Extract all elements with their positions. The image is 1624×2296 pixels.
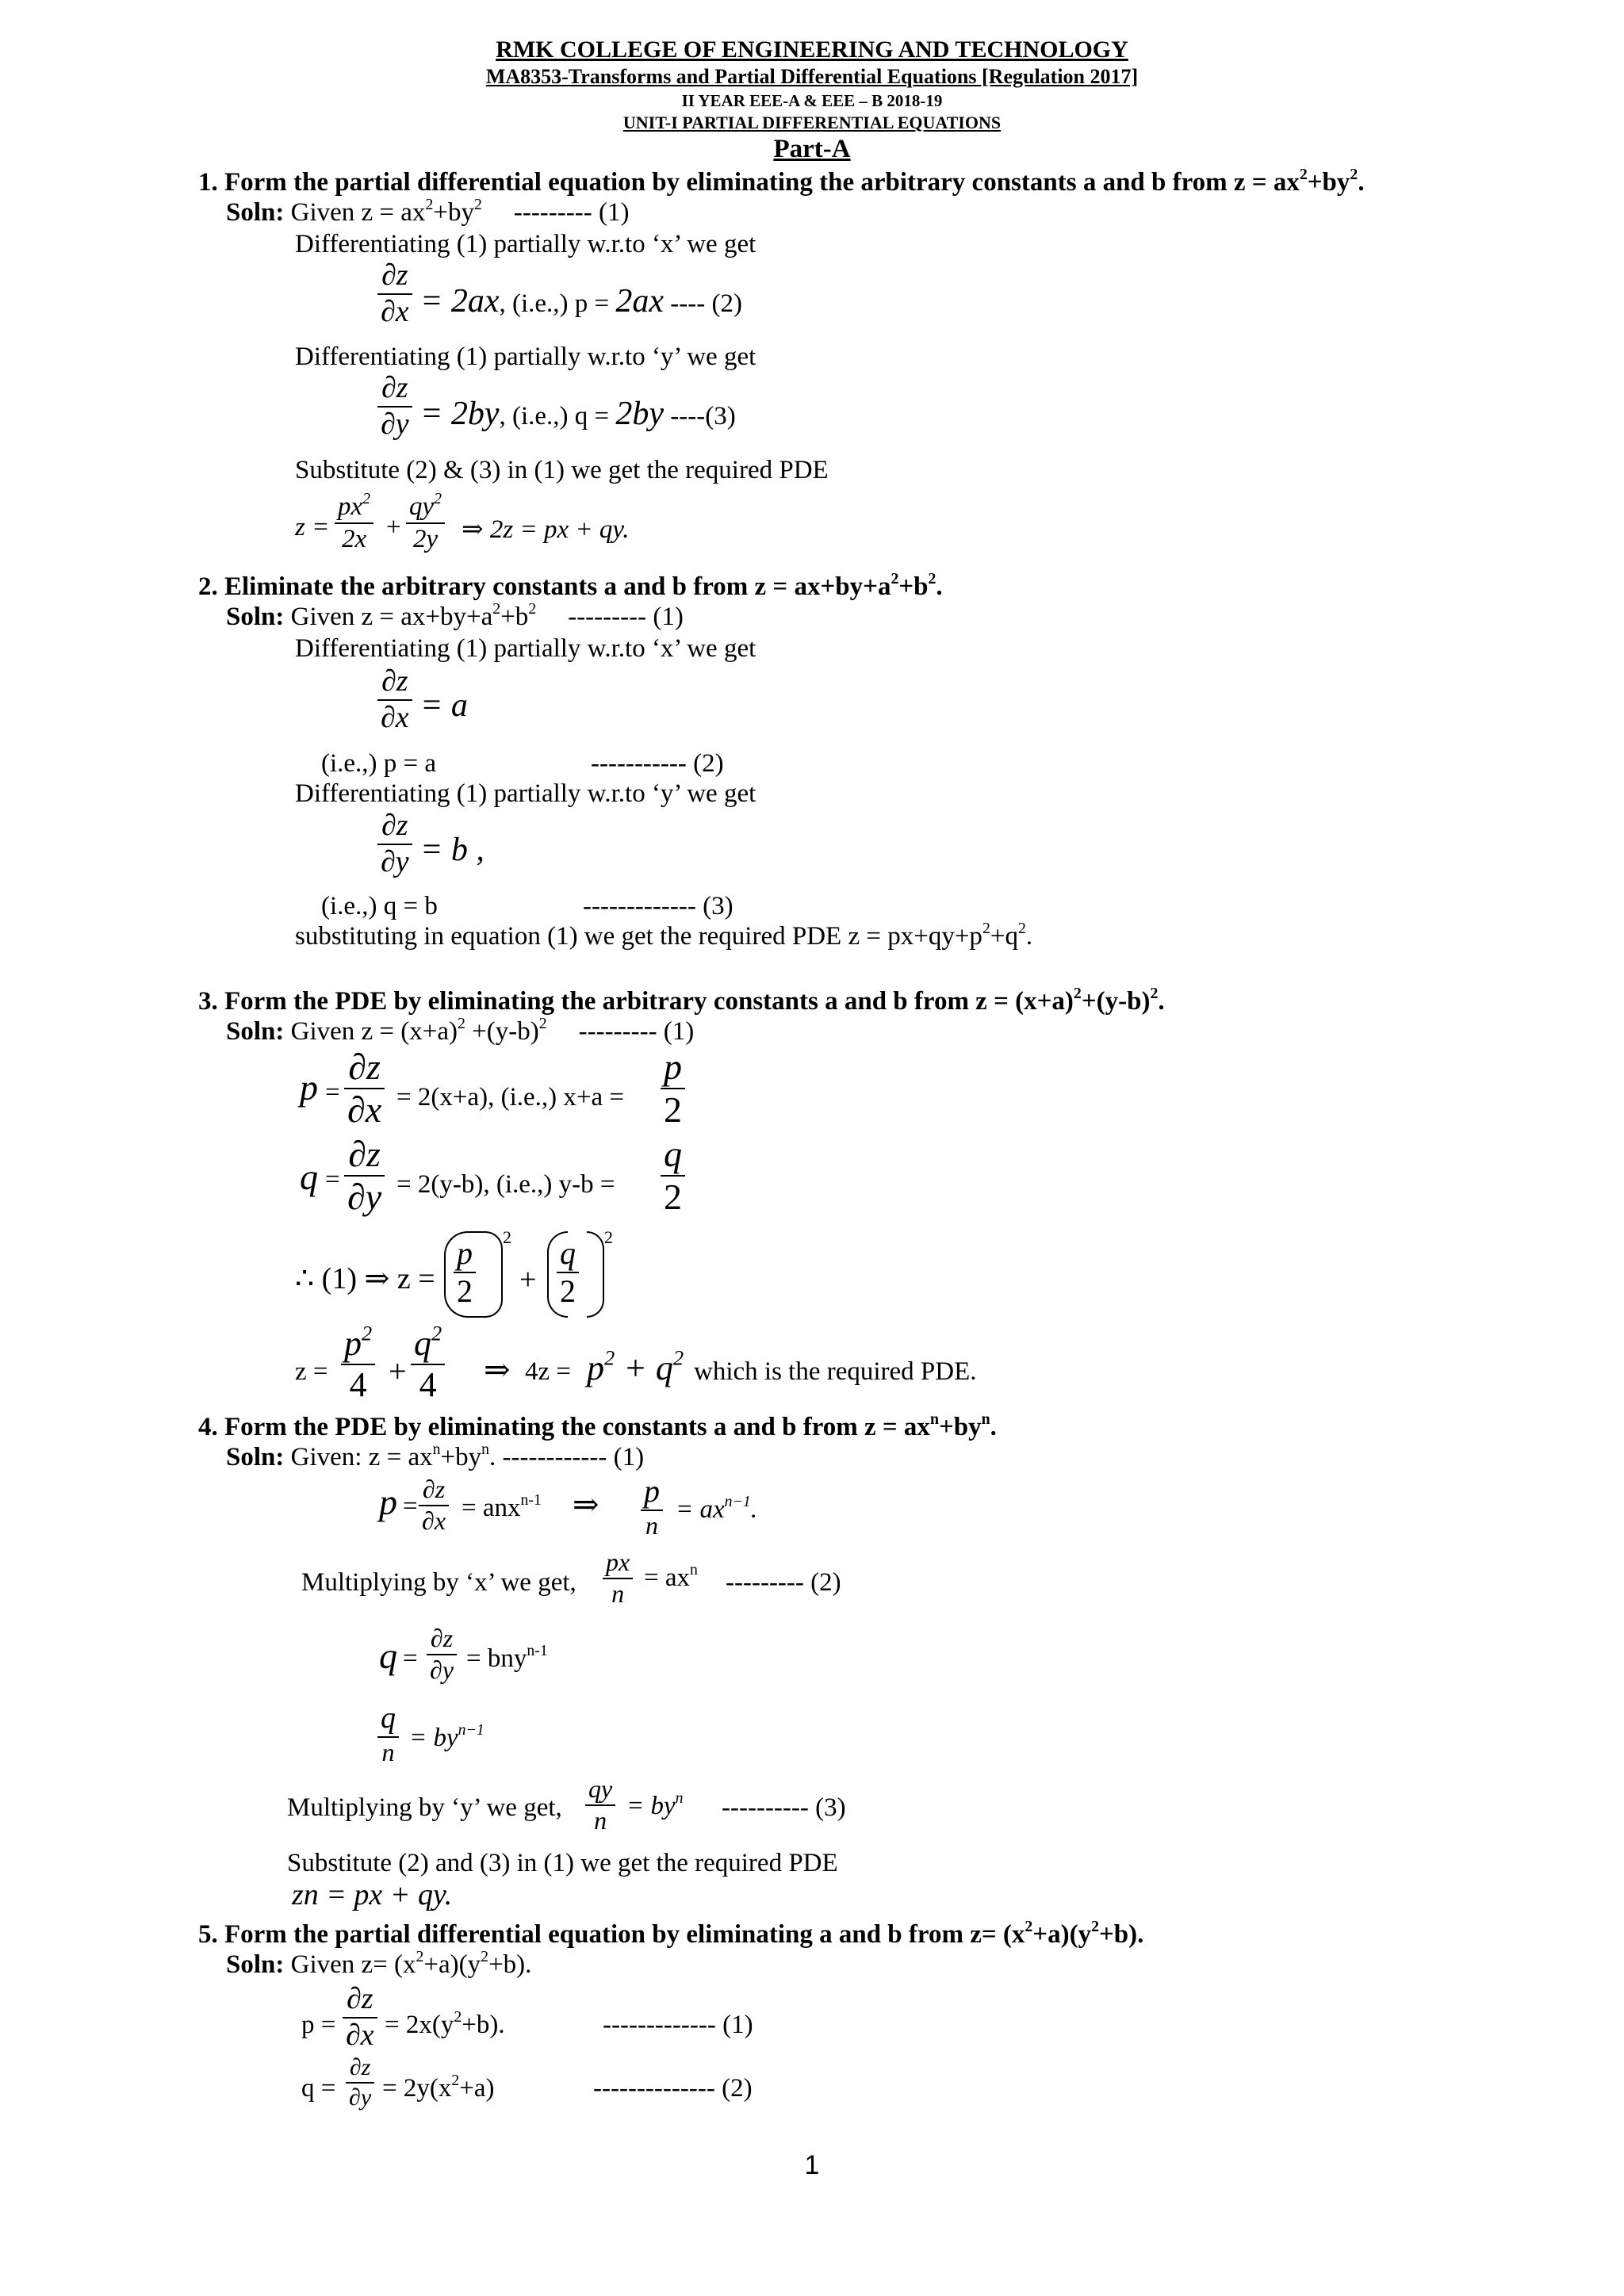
q3-q-symbol: q	[300, 1157, 318, 1197]
q2-diff-x-text: Differentiating (1) partially w.r.to ‘x’ we get	[295, 634, 756, 663]
unit-title: UNIT-I PARTIAL DIFFERENTIAL EQUATIONS	[622, 113, 1002, 132]
q2-rhs-b: = b ,	[420, 832, 485, 868]
q4-mult-x: Multiplying by ‘x’ we get,	[301, 1568, 576, 1597]
q4-by-n: = $by^n$	[626, 1789, 684, 1820]
question-5: 5. Form the partial differential equation by eliminating a and b from $z= (x^2+a)(y^2+b)$.	[198, 1918, 1144, 1949]
q3-p-eq: =	[325, 1078, 340, 1107]
q3-frac-p2-4: $p^2$ 4	[341, 1326, 375, 1403]
q2-dzdx-fraction: ∂z ∂x	[377, 666, 412, 734]
q3-paren-right-1	[485, 1231, 503, 1318]
q4-p-eq: =	[403, 1492, 418, 1521]
q4-eq-axn: = $ax^n$	[644, 1561, 698, 1592]
year-line: II YEAR EEE-A & EEE – B 2018-19	[681, 91, 943, 110]
q4-qy-over-n: qy n	[585, 1776, 615, 1834]
q1-frac-qy: $qy^2$ 2y	[406, 493, 445, 553]
q5-tag-2: -------------- (2)	[593, 2074, 753, 2103]
q4-implies: ⇒	[573, 1487, 599, 1522]
q4-ax-rhs: = $ax^{n-1}$.	[676, 1493, 758, 1524]
q2-given: Soln: Given $z = ax+by+a^2+b^2$ --------- (1)	[226, 600, 684, 631]
q1-z-eq: z =	[295, 513, 330, 541]
question-2: 2. Eliminate the arbitrary constants a and b from $z = ax+by+a^2+b^2$.	[198, 570, 943, 601]
q1-dzdy-fraction: ∂z ∂y	[377, 373, 412, 441]
q3-z-eq: z =	[295, 1357, 328, 1386]
q1-diff-y-text: Differentiating (1) partially w.r.to ‘y’ we get	[295, 342, 756, 371]
q3-q-rhs: = 2(y-b), (i.e.,) y-b =	[396, 1170, 615, 1199]
q4-bny: = bny$^{n-1}$	[466, 1642, 548, 1673]
q1-dzdx-fraction: ∂z ∂x	[377, 260, 412, 328]
q1-eq-3: = 2by, (i.e.,) q = 2by ----(3)	[420, 396, 736, 432]
q2-ie-p: (i.e.,) p = a	[321, 749, 437, 778]
q2-diff-y-text: Differentiating (1) partially w.r.to ‘y’ we get	[295, 779, 756, 808]
q3-dzdx-fraction: ∂z ∂x	[344, 1048, 385, 1130]
q3-frac-p2: p 2	[454, 1237, 476, 1308]
q2-rhs-a: = a	[420, 687, 468, 724]
q4-q-symbol: q	[379, 1636, 397, 1676]
q5-q-eq: q =	[301, 2074, 336, 2103]
q3-sq-1: 2	[503, 1227, 511, 1247]
q4-q-over-n: q n	[377, 1703, 399, 1766]
q4-dzdy-fraction: ∂z ∂y	[427, 1625, 457, 1683]
q2-tag-2: ----------- (2)	[591, 749, 724, 778]
q3-given: Soln: Given $z = (x+a)^2 +(y-b)^2$ --------- (1)	[226, 1015, 695, 1046]
q3-p-over-2: p 2	[661, 1048, 685, 1130]
college-title: RMK COLLEGE OF ENGINEERING AND TECHNOLOGY	[496, 36, 1128, 63]
q3-dzdy-fraction: ∂z ∂y	[344, 1135, 385, 1217]
q5-given: Soln: Given $z= (x^2+a)(y^2+b)$.	[226, 1948, 532, 1979]
q1-given: Soln: Given $z = ax^2+by^2$ --------- (1)	[226, 196, 630, 227]
q2-tag-3: ------------- (3)	[583, 892, 733, 920]
q3-frac-q2-4: $q^2$ 4	[411, 1326, 445, 1403]
q3-frac-q2: q 2	[557, 1237, 579, 1308]
q4-mult-y: Multiplying by ‘y’ we get,	[287, 1793, 562, 1822]
q4-q-eq: =	[403, 1644, 418, 1673]
q4-px-over-n: px n	[603, 1549, 633, 1607]
q3-sq-2: 2	[604, 1227, 613, 1247]
q3-therefore: ∴ (1) ⇒ z =	[295, 1262, 435, 1295]
q3-p-rhs: = 2(x+a), (i.e.,) x+a =	[396, 1083, 625, 1112]
q5-tag-1: ------------- (1)	[603, 2011, 753, 2039]
q2-ie-q: (i.e.,) q = b	[321, 892, 438, 920]
q3-p-symbol: p	[300, 1067, 318, 1108]
q5-dzdy-fraction: ∂z ∂y	[346, 2055, 374, 2110]
question-1: 1. Form the partial differential equation by eliminating the arbitrary constants a and b from $z = ax^2+by^2$.	[198, 166, 1365, 197]
page-number: 1	[804, 2150, 820, 2180]
q4-tag-2: --------- (2)	[726, 1568, 841, 1597]
q4-given: Soln: Given: $z = ax^n+by^n$. ------------ (1)	[226, 1441, 645, 1471]
q3-q-eq: =	[325, 1165, 340, 1194]
q3-4z: 4z =	[525, 1357, 572, 1386]
q3-paren-right-2	[587, 1231, 604, 1318]
q5-p-rhs: = $2x(y^2+b)$.	[385, 2008, 505, 2039]
q5-q-rhs: = $2y(x^2+a)$	[382, 2072, 495, 2103]
q5-dzdx-fraction: ∂z ∂x	[343, 1984, 377, 2052]
q3-required: which is the required PDE.	[694, 1357, 977, 1386]
q4-substitute-text: Substitute (2) and (3) in (1) we get the required PDE	[287, 1849, 838, 1877]
q3-plus: +	[519, 1263, 537, 1296]
q1-frac-px: $px^2$ 2x	[335, 493, 373, 553]
q1-diff-x-text: Differentiating (1) partially w.r.to ‘x’ we get	[295, 230, 756, 258]
q3-implies: ⇒	[484, 1352, 511, 1387]
q1-result: ⇒ 2z = px + qy.	[462, 515, 630, 544]
q4-p-symbol: p	[379, 1482, 397, 1522]
q1-eq-2: = 2ax, (i.e.,) p = 2ax ---- (2)	[420, 283, 742, 320]
q3-q-over-2: q 2	[661, 1135, 685, 1217]
course-title: MA8353-Transforms and Partial Differential Equations [Regulation 2017]	[485, 65, 1139, 88]
q2-dzdy-fraction: ∂z ∂y	[377, 810, 412, 878]
q4-dzdx-fraction: ∂z ∂x	[419, 1476, 449, 1534]
q3-plus-2: +	[389, 1353, 407, 1389]
q1-plus: +	[386, 513, 401, 541]
question-3: 3. Form the PDE by eliminating the arbitrary constants a and b from $z = (x+a)^2+(y-b)^2$.	[198, 985, 1165, 1016]
q4-p-over-n: p n	[641, 1475, 663, 1540]
part-title: Part-A	[773, 135, 851, 163]
q4-by-rhs: = $by^{n-1}$	[409, 1721, 485, 1752]
q2-final: substituting in equation (1) we get the required PDE $z = px+qy+p^2+q^2$.	[295, 920, 1033, 951]
q4-tag-3: ---------- (3)	[722, 1793, 846, 1822]
q4-result: zn = px + qy.	[292, 1878, 453, 1911]
q4-anx: = anx$^{n-1}$	[462, 1491, 542, 1522]
q1-substitute-text: Substitute (2) & (3) in (1) we get the required PDE	[295, 456, 829, 484]
q5-p-eq: p =	[301, 2011, 336, 2039]
q3-result-expr: $p^2 + q^2$	[587, 1345, 684, 1387]
question-4: 4. Form the PDE by eliminating the constants a and b from $z = ax^n+by^n$.	[198, 1410, 997, 1441]
